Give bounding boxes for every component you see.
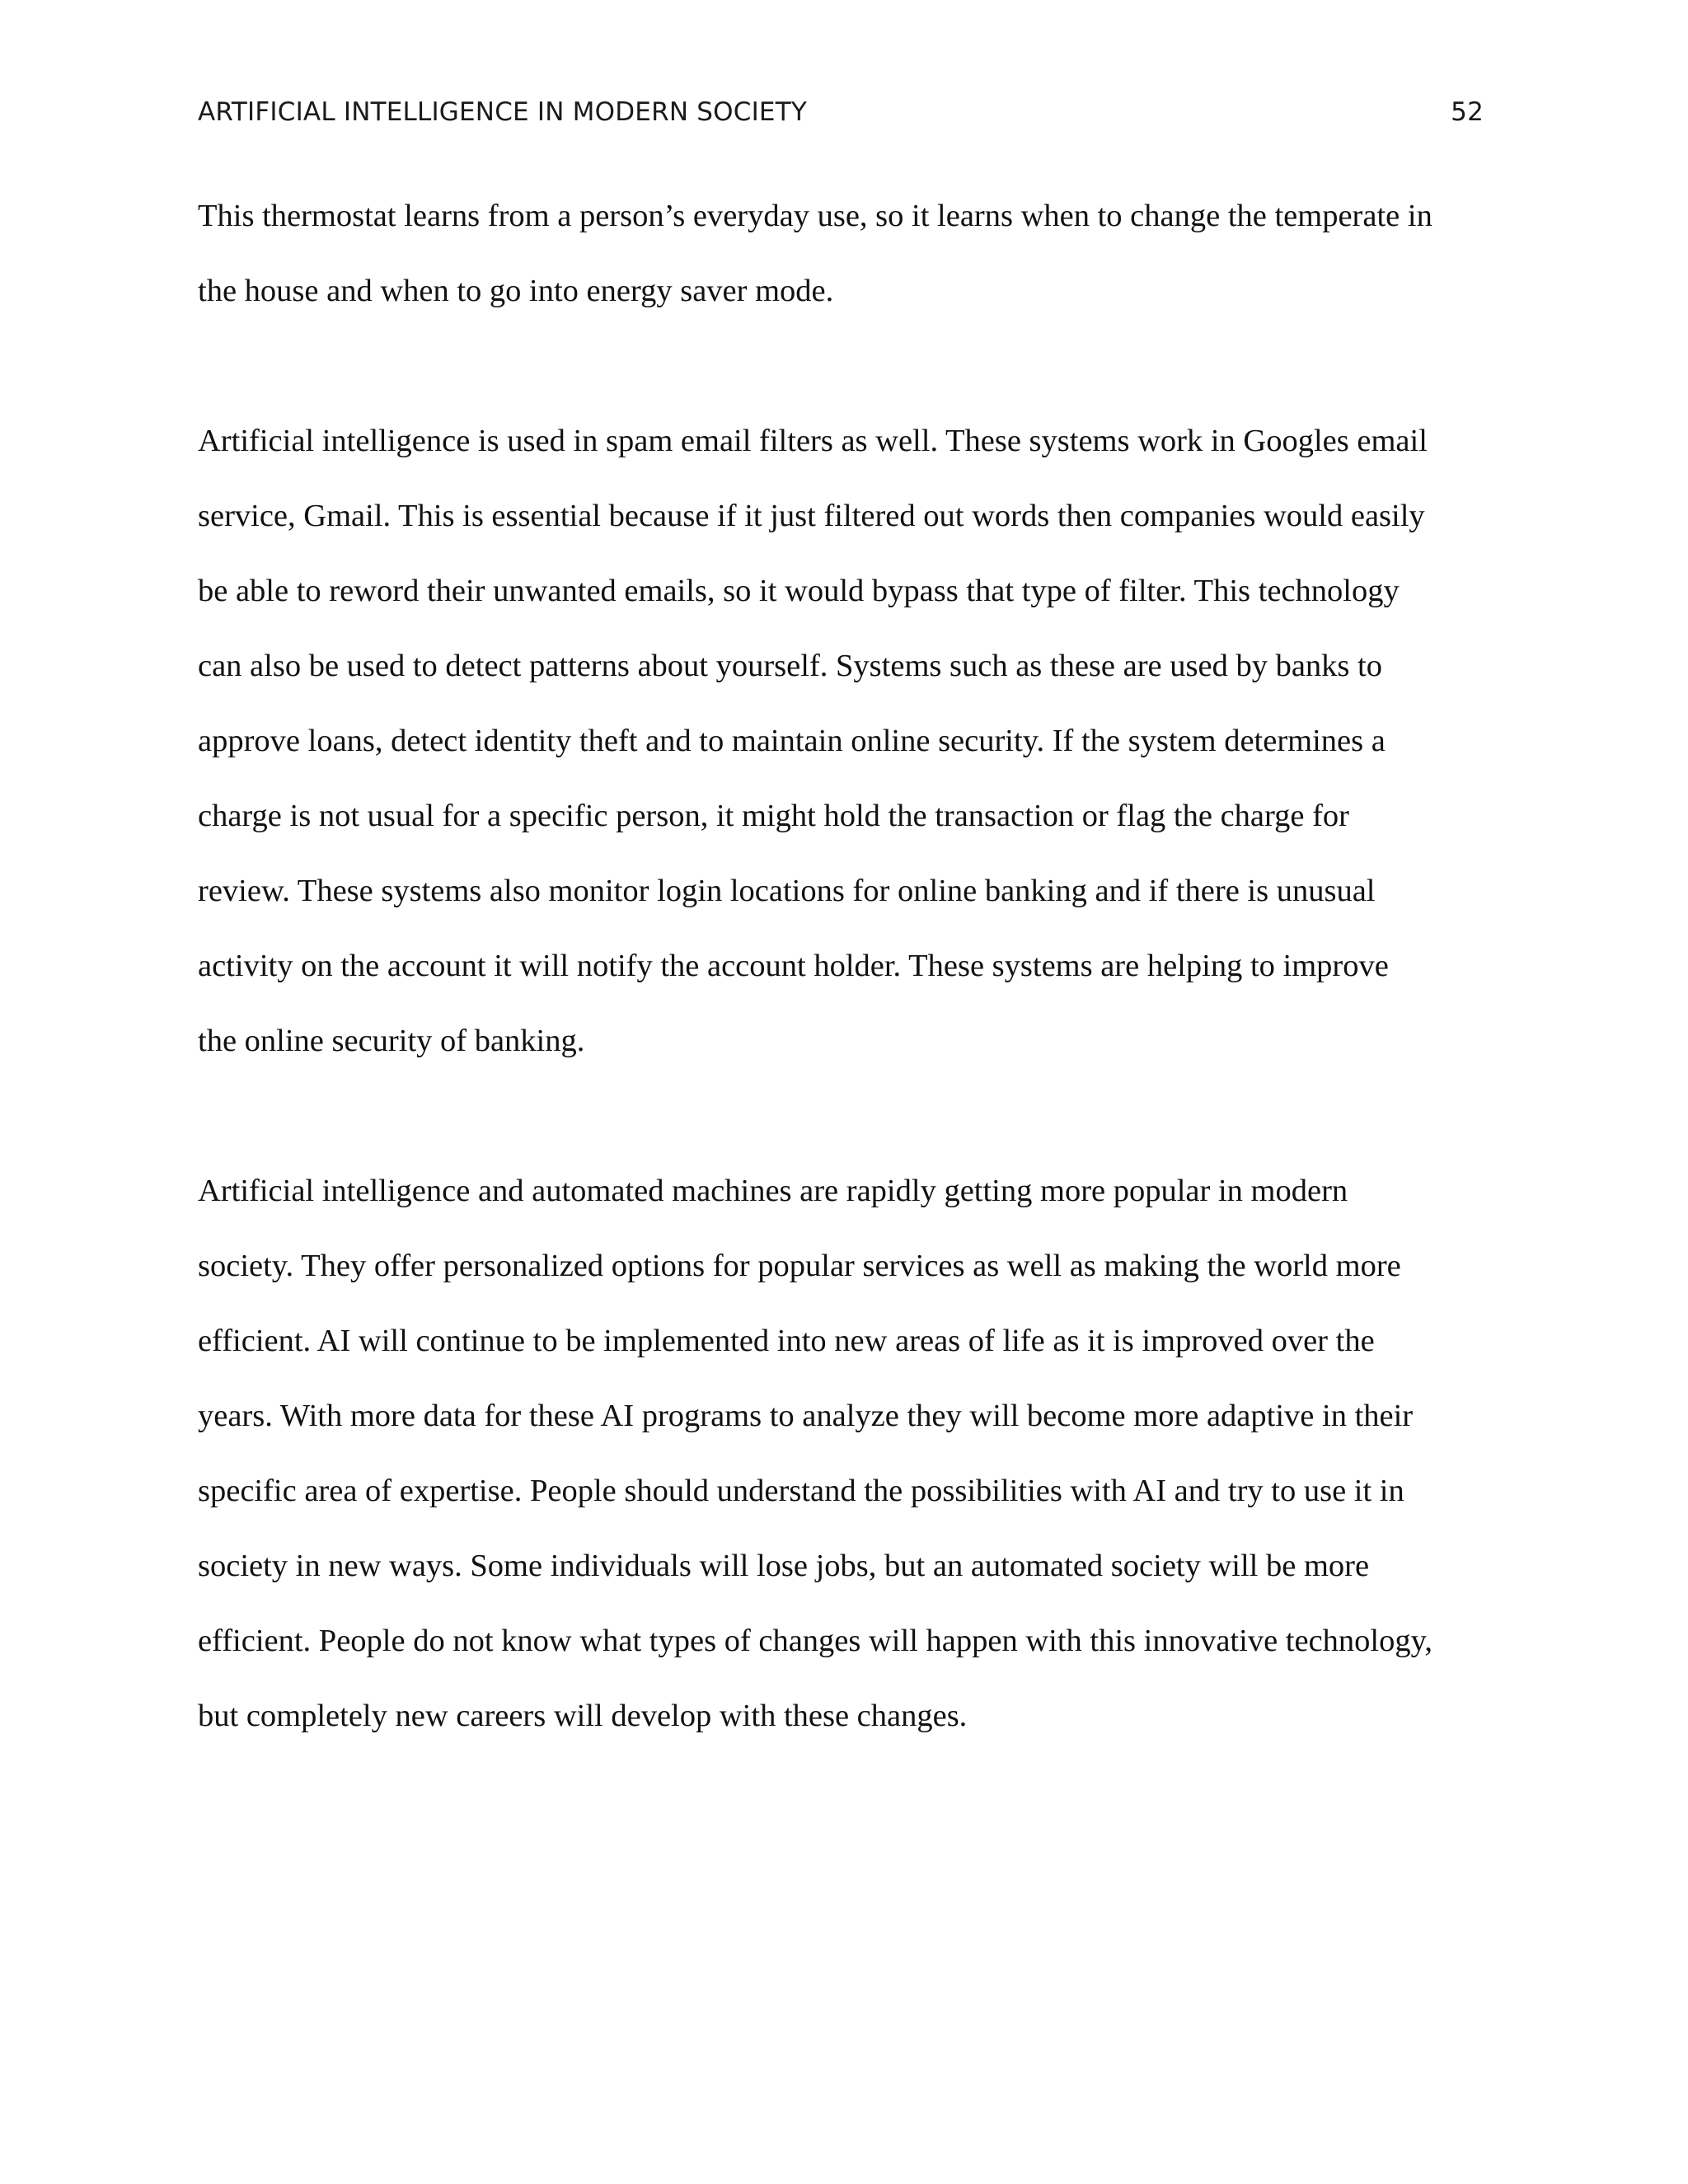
running-head-title: ARTIFICIAL INTELLIGENCE IN MODERN SOCIETY [198, 97, 807, 127]
text-line: efficient. AI will continue to be implemented into new areas of life as it is improved over the [198, 1324, 1375, 1358]
text-line: review. These systems also monitor login locations for online banking and if there is unusual [198, 874, 1376, 908]
text-line: but completely new careers will develop with these changes. [198, 1699, 968, 1733]
text-line: years. With more data for these AI programs to analyze they will become more adaptive in their [198, 1399, 1414, 1433]
running-head [198, 97, 1484, 138]
text-line: Artificial intelligence and automated machines are rapidly getting more popular in modern [198, 1174, 1348, 1208]
text-line: can also be used to detect patterns about yourself. Systems such as these are used by banks to [198, 649, 1382, 683]
text-line: specific area of expertise. People should understand the possibilities with AI and try to use it in [198, 1474, 1404, 1508]
text-line: This thermostat learns from a person’s everyday use, so it learns when to change the temperate in [198, 199, 1432, 233]
page-number: 52 [1451, 97, 1484, 127]
text-line: society in new ways. Some individuals will lose jobs, but an automated society will be more [198, 1549, 1370, 1583]
text-line: approve loans, detect identity theft and to maintain online security. If the system determines a [198, 724, 1386, 758]
text-line: society. They offer personalized options for popular services as well as making the world more [198, 1249, 1401, 1283]
text-line: be able to reword their unwanted emails, so it would bypass that type of filter. This technology [198, 574, 1400, 608]
text-line: charge is not usual for a specific person, it might hold the transaction or flag the charge for [198, 799, 1349, 833]
text-line: activity on the account it will notify the account holder. These systems are helping to improve [198, 949, 1389, 983]
text-line: the house and when to go into energy saver mode. [198, 274, 834, 308]
text-line: efficient. People do not know what types of changes will happen with this innovative technology, [198, 1624, 1432, 1658]
text-line: the online security of banking. [198, 1024, 585, 1058]
text-line: service, Gmail. This is essential because if it just filtered out words then companies would easily [198, 499, 1425, 533]
text-line: Artificial intelligence is used in spam email filters as well. These systems work in Googles email [198, 424, 1428, 458]
